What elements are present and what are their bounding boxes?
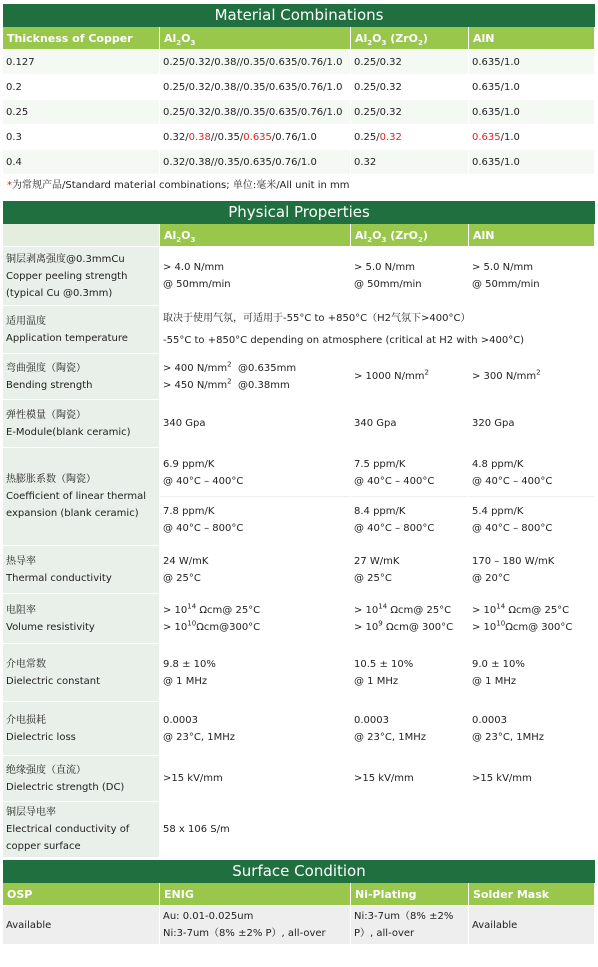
- zro2-cell: [351, 125, 469, 150]
- al2o3-cell: 0.25/0.32/0.38//0.35/0.635/0.76/1.0: [160, 75, 351, 100]
- al2o3-cell: >15 kV/mm: [160, 756, 351, 802]
- highlight-text: 0.32: [379, 131, 402, 143]
- highlight-text: 0.38: [188, 131, 211, 143]
- label-en: Coefficient of linear thermal: [6, 491, 147, 502]
- label-zh: 适用温度: [6, 315, 46, 327]
- zro2-cell: >15 kV/mm: [351, 756, 469, 802]
- property-label: [3, 400, 160, 448]
- al2o3-cell: 24 W/mK @ 25°C: [160, 546, 351, 594]
- header-al2o3-zro2: $Al_2O_3$ (ZrO$_2$): [351, 224, 469, 247]
- value-text: /0.76/1.0: [271, 131, 317, 143]
- header-ni-plating: Ni-Plating: [351, 883, 469, 906]
- zro2-cell: 0.25/0.32: [351, 75, 469, 100]
- al2o3-cell: [160, 125, 351, 150]
- zro2-cell: 0.32: [351, 150, 469, 175]
- label-zh: 绝缘强度（直流）: [6, 764, 86, 776]
- zro2-cell: [351, 448, 469, 546]
- value-text: //0.35/: [210, 131, 244, 143]
- header-aln: AlN: [469, 224, 595, 247]
- aln-cell: 0.635/1.0: [469, 50, 595, 75]
- property-label: [3, 354, 160, 400]
- al2o3-cell: > $10^{14}$ Ωcm@ 25°C > $10^{10}\Omega cm@300^\circ C$: [160, 594, 351, 644]
- aln-cell: [469, 247, 595, 306]
- zro2-cell: 0.0003 @ 23°C, 1MHz: [351, 702, 469, 756]
- label-zh: 介电损耗: [6, 714, 46, 726]
- aln-cell: >15 kV/mm: [469, 756, 595, 802]
- aln-cell: 0.635/1.0: [469, 150, 595, 175]
- thickness-cell: 0.2: [3, 75, 160, 100]
- property-label: [3, 247, 160, 306]
- al2o3-cell: [160, 247, 351, 306]
- value-line: @ 50mm/min: [472, 279, 540, 290]
- table-row: [3, 125, 595, 150]
- label-zh: 铜层导电率: [6, 807, 56, 818]
- conductivity-cell: 58 x 106 S/m: [160, 802, 595, 858]
- label-zh: 铜层剥离强度@0.3mmCu: [6, 253, 125, 265]
- al2o3-cell: 0.32/0.38//0.35/0.635/0.76/1.0: [160, 150, 351, 175]
- highlight-text: 0.635: [243, 131, 272, 143]
- al2o3-cell: 340 Gpa: [160, 400, 351, 448]
- label-en: copper surface: [6, 841, 81, 852]
- label-en: Thermal conductivity: [6, 572, 112, 584]
- row-dielectric-strength: [3, 756, 595, 802]
- solder-mask-cell: Available: [469, 906, 595, 945]
- label-en: Copper peeling strength: [6, 270, 128, 282]
- footnote: [3, 175, 595, 198]
- value-line: 取决于使用气氛，可适用于-55°C to +850°C（H2气氛下>400°C）: [163, 313, 471, 324]
- table-row: [3, 100, 595, 125]
- al2o3-cell: [160, 448, 351, 546]
- header-osp: OSP: [3, 883, 160, 906]
- thickness-cell: 0.127: [3, 50, 160, 75]
- temperature-cell: [160, 306, 595, 354]
- property-label: [3, 802, 160, 858]
- value-line: @ 50mm/min: [163, 279, 231, 290]
- aln-cell: [469, 125, 595, 150]
- aln-cell: 0.635/1.0: [469, 75, 595, 100]
- al2o3-cell: 0.25/0.32/0.38//0.35/0.635/0.76/1.0: [160, 100, 351, 125]
- material-header-row: [3, 27, 595, 50]
- table-row: [3, 50, 595, 75]
- al2o3-cell: [160, 354, 351, 400]
- label-en: Electrical conductivity of: [6, 824, 130, 835]
- label-en: (typical Cu @0.3mm): [6, 287, 113, 299]
- surface-row: [3, 906, 595, 945]
- row-bending-strength: [3, 354, 595, 400]
- thickness-cell: 0.4: [3, 150, 160, 175]
- label-zh: 热膨胀系数（陶瓷）: [6, 474, 96, 485]
- row-thermal-expansion: [3, 448, 595, 546]
- value-block: 7.5 ppm/K @ 40°C – 400°C: [354, 459, 435, 487]
- label-en: Application temperature: [6, 332, 128, 344]
- label-en: Dielectric loss: [6, 731, 76, 743]
- label-en: expansion (blank ceramic): [6, 508, 139, 519]
- value-text: /1.0: [500, 131, 520, 143]
- page: [0, 4, 598, 945]
- label-zh: 热导率: [6, 555, 36, 567]
- aln-cell: > $10^{14}$ Ωcm@ 25°C > $10^{10}\Omega cm@$ 300°C: [469, 594, 595, 644]
- label-zh: 电阻率: [6, 604, 36, 616]
- label-zh: 介电常数: [6, 658, 46, 670]
- header-al2o3: $Al_2O_3$: [160, 224, 351, 247]
- footnote-text: 为常规产品/Standard material combinations; 单位:毫米/All unit in mm: [12, 180, 350, 191]
- property-label: [3, 756, 160, 802]
- aln-cell: 9.0 ± 10% @ 1 MHz: [469, 644, 595, 702]
- label-en: Dielectric strength (DC): [6, 781, 125, 793]
- value-line: > 400 $N/mm^2$ @0.635mm: [163, 360, 297, 374]
- zro2-cell: 340 Gpa: [351, 400, 469, 448]
- header-blank: [3, 224, 160, 247]
- thickness-cell: 0.25: [3, 100, 160, 125]
- value-block: 5.4 ppm/K @ 40°C – 800°C: [469, 496, 594, 540]
- aln-cell: 0.635/1.0: [469, 100, 595, 125]
- value-line: > 5.0 N/mm: [354, 262, 415, 273]
- surface-condition-title: Surface Condition: [3, 860, 595, 883]
- zro2-cell: > 1000 $N/mm^2$: [351, 354, 469, 400]
- header-thickness: Thickness of Copper: [3, 27, 160, 50]
- property-label: [3, 306, 160, 354]
- ni-plating-cell: Ni:3-7um（8% ±2% P）, all-over: [351, 906, 469, 945]
- physical-properties-title: Physical Properties: [3, 201, 595, 224]
- surface-header-row: [3, 883, 595, 906]
- value-block: 4.8 ppm/K @ 40°C – 400°C: [472, 459, 553, 487]
- aln-cell: > 300 $N/mm^2$: [469, 354, 595, 400]
- property-label: [3, 644, 160, 702]
- row-dielectric-loss: [3, 702, 595, 756]
- al2o3-cell: 0.0003 @ 23°C, 1MHz: [160, 702, 351, 756]
- value-text: 0.32/: [163, 131, 189, 143]
- footnote-star: *: [7, 180, 12, 191]
- table-row: [3, 150, 595, 175]
- zro2-cell: > $10^{14}$ Ωcm@ 25°C > $10^9$ Ωcm@ 300°C: [351, 594, 469, 644]
- value-line: > 5.0 N/mm: [472, 262, 533, 273]
- row-peeling-strength: [3, 247, 595, 306]
- zro2-cell: [351, 247, 469, 306]
- value-block: 8.4 ppm/K @ 40°C – 800°C: [351, 496, 468, 540]
- header-al2o3: $Al_2O_3$: [160, 27, 351, 50]
- value-line: -55°C to +850°C depending on atmosphere (critical at H2 with >400°C): [163, 335, 525, 346]
- material-combinations-title: Material Combinations: [3, 4, 595, 27]
- aln-cell: 170 – 180 W/mK @ 20°C: [469, 546, 595, 594]
- physical-header-row: [3, 224, 595, 247]
- row-thermal-conductivity: [3, 546, 595, 594]
- al2o3-cell: 9.8 ± 10% @ 1 MHz: [160, 644, 351, 702]
- value-line: > 450 $N/mm^2$ @0.38mm: [163, 377, 290, 391]
- label-en: E-Module(blank ceramic): [6, 426, 131, 438]
- value-line: > 4.0 N/mm: [163, 262, 224, 273]
- material-combinations-table: [3, 4, 595, 198]
- aln-cell: 0.0003 @ 23°C, 1MHz: [469, 702, 595, 756]
- row-electrical-conductivity: [3, 802, 595, 858]
- highlight-text: 0.635: [472, 131, 501, 143]
- enig-cell: Au: 0.01-0.025um Ni:3-7um（8% ±2% P）, all-over: [160, 906, 351, 945]
- label-en: Dielectric constant: [6, 675, 101, 687]
- header-al2o3-zro2: $Al_2O_3$ (ZrO$_2$): [351, 27, 469, 50]
- property-label: [3, 594, 160, 644]
- value-block: 6.9 ppm/K @ 40°C – 400°C: [163, 459, 244, 487]
- row-e-module: [3, 400, 595, 448]
- zro2-cell: 0.25/0.32: [351, 100, 469, 125]
- label-en: Volume resistivity: [6, 621, 95, 633]
- property-label: [3, 448, 160, 546]
- row-application-temperature: [3, 306, 595, 354]
- aln-cell: 320 Gpa: [469, 400, 595, 448]
- osp-cell: Available: [3, 906, 160, 945]
- header-aln: AlN: [469, 27, 595, 50]
- property-label: [3, 702, 160, 756]
- header-enig: ENIG: [160, 883, 351, 906]
- row-dielectric-constant: [3, 644, 595, 702]
- label-en: Bending strength: [6, 379, 93, 391]
- zro2-cell: 27 W/mK @ 25°C: [351, 546, 469, 594]
- thickness-cell: 0.3: [3, 125, 160, 150]
- al2o3-cell: 0.25/0.32/0.38//0.35/0.635/0.76/1.0: [160, 50, 351, 75]
- property-label: [3, 546, 160, 594]
- header-solder-mask: Solder Mask: [469, 883, 595, 906]
- value-text: 0.25/: [354, 131, 380, 143]
- aln-cell: [469, 448, 595, 546]
- value-line: @ 50mm/min: [354, 279, 422, 290]
- surface-condition-table: [3, 860, 595, 945]
- zro2-cell: 10.5 ± 10% @ 1 MHz: [351, 644, 469, 702]
- zro2-cell: 0.25/0.32: [351, 50, 469, 75]
- physical-properties-table: [3, 201, 595, 858]
- table-row: [3, 75, 595, 100]
- value-block: 7.8 ppm/K @ 40°C – 800°C: [160, 496, 350, 540]
- label-zh: 弹性模量（陶瓷）: [6, 409, 86, 421]
- label-zh: 弯曲强度（陶瓷）: [6, 362, 86, 374]
- row-volume-resistivity: [3, 594, 595, 644]
